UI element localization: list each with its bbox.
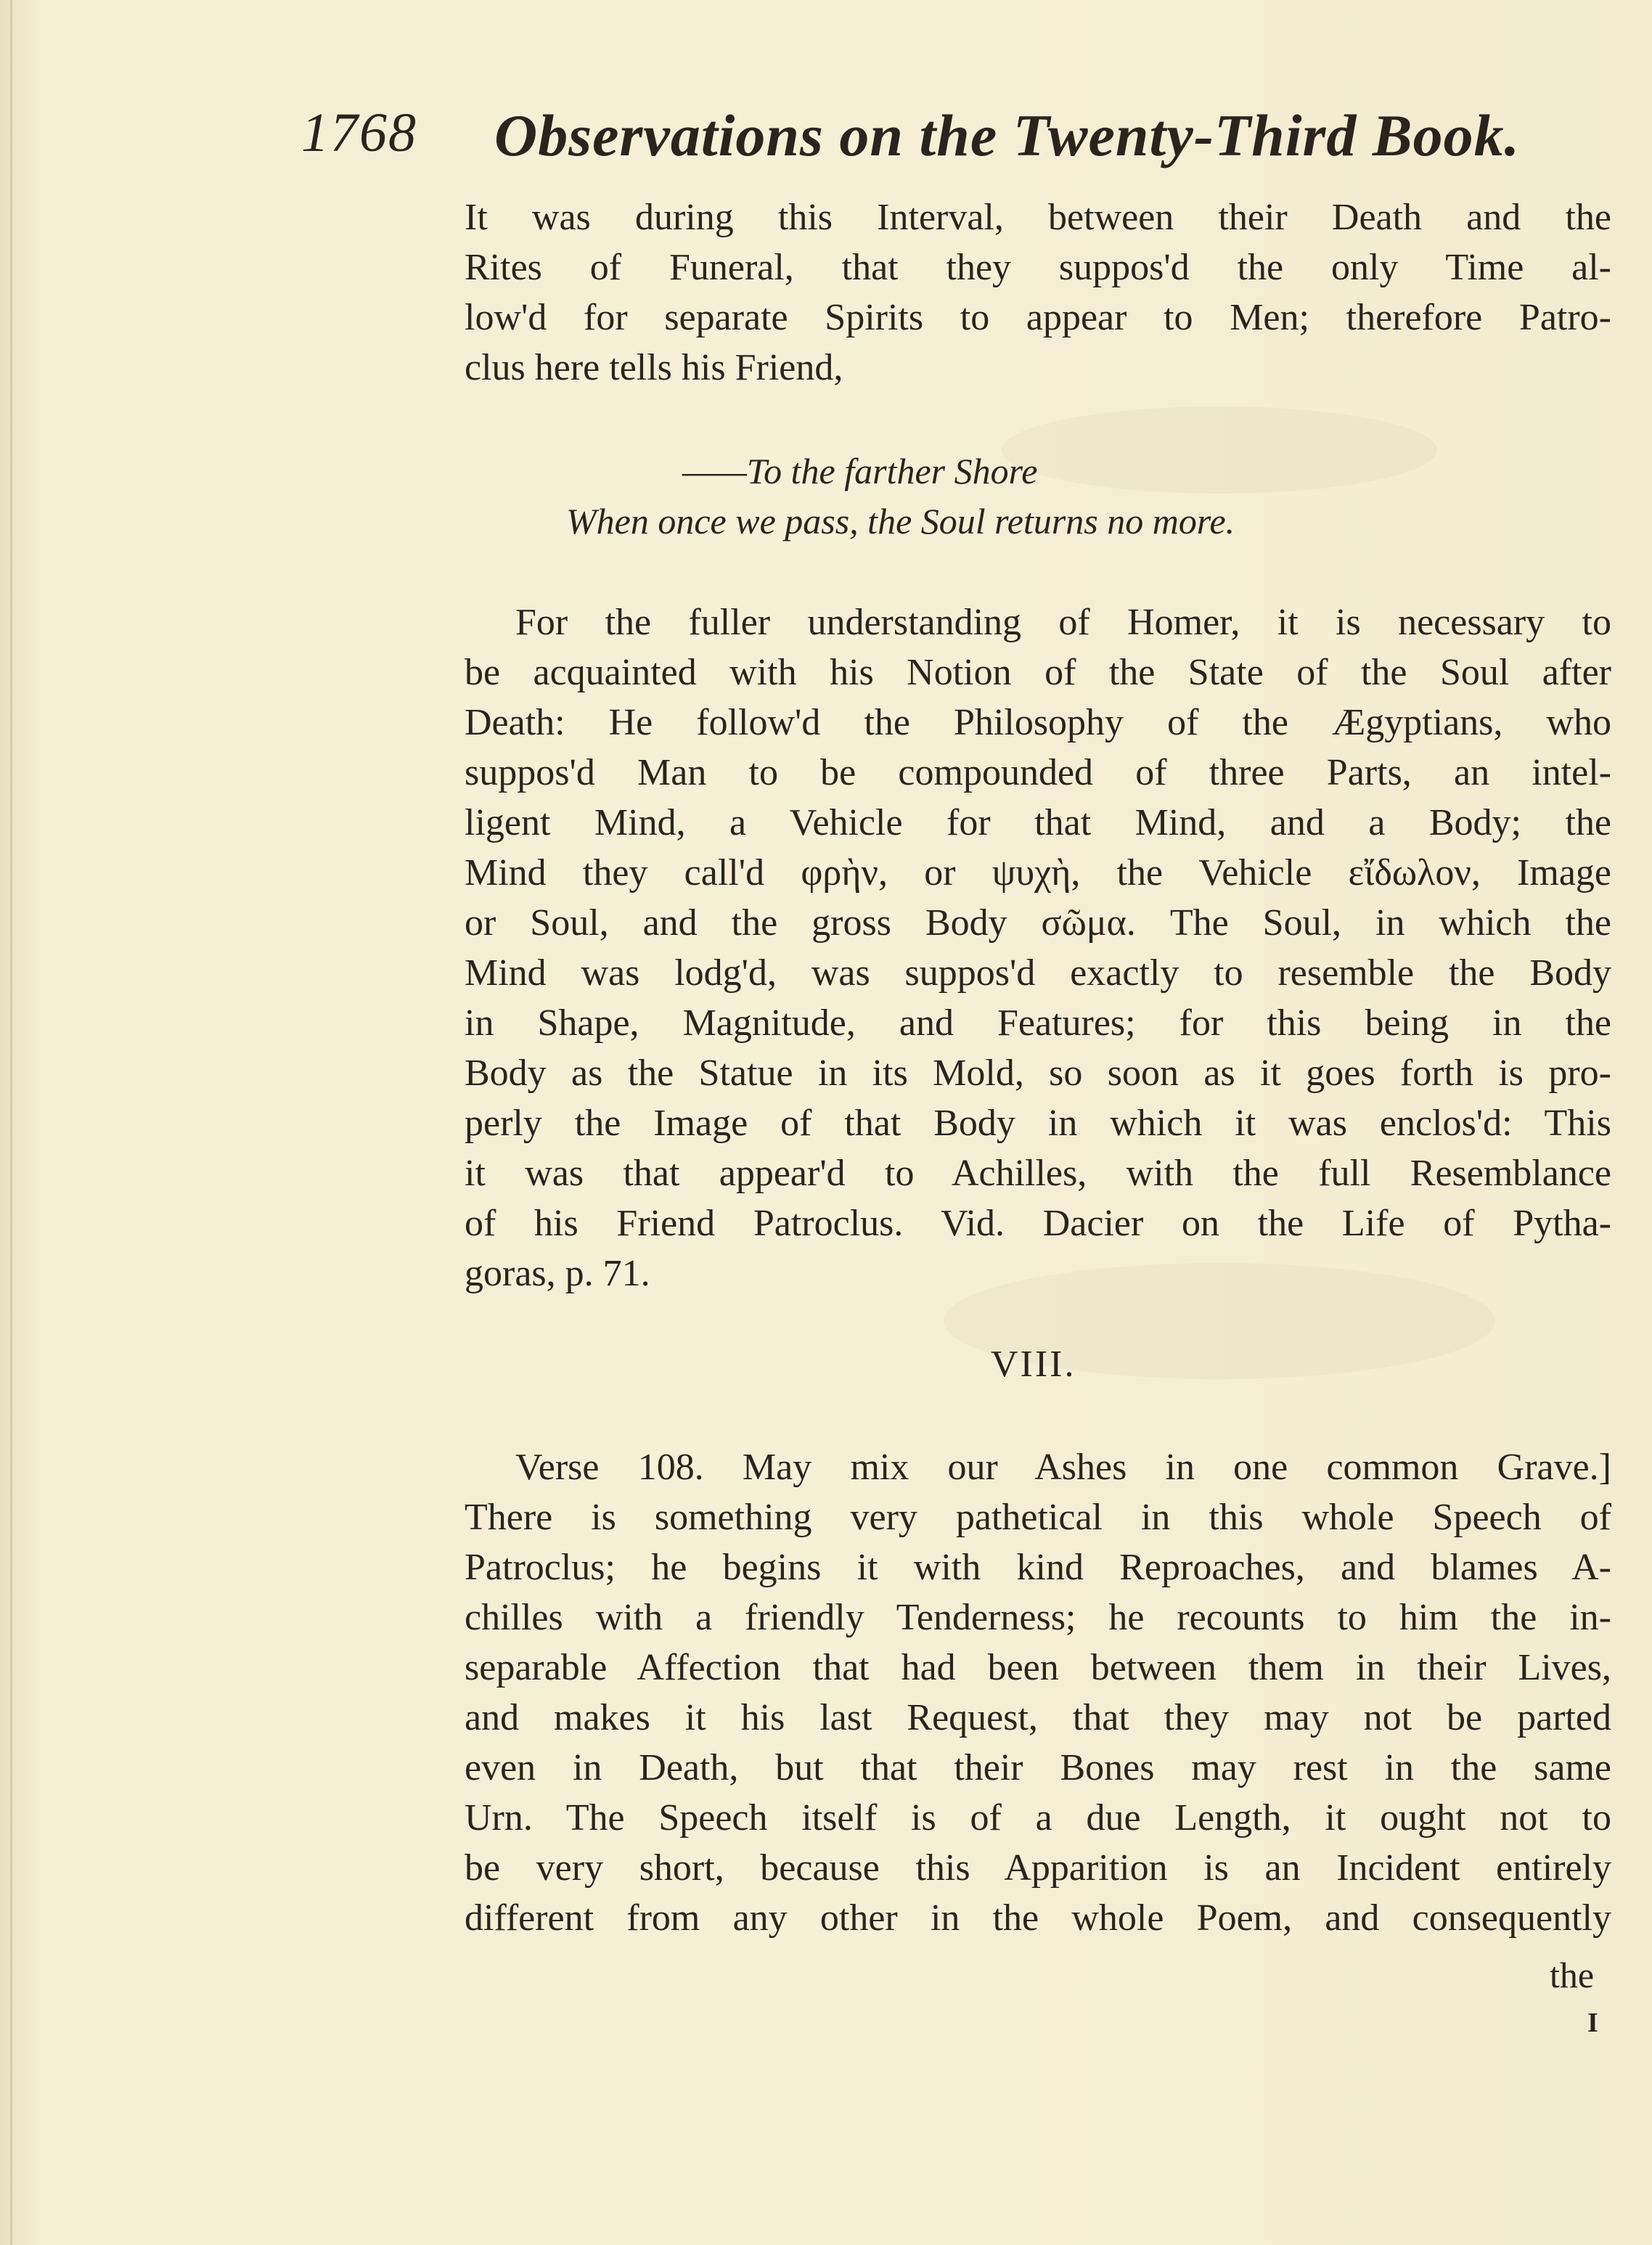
section-heading: VIII. — [991, 1344, 1076, 1385]
text-line: Body as the Statue in its Mold, so soon as it goes forth is pro- — [465, 1052, 1611, 1094]
text-line: different from any other in the whole Poem, and consequently — [465, 1897, 1611, 1939]
text-line: Death: He follow'd the Philosophy of the Ægyptians, who — [465, 702, 1611, 743]
text-line: suppos'd Man to be compounded of three Parts, an intel- — [465, 752, 1611, 793]
page-number: 1768 — [301, 102, 417, 163]
text-line: chilles with a friendly Tenderness; he recounts to him the in- — [465, 1597, 1611, 1638]
verse-line: ——To the farther Shore — [682, 451, 1038, 491]
text-line: and makes it his last Request, that they may not be parted — [465, 1697, 1611, 1738]
text-line: be acquainted with his Notion of the State of the Soul after — [465, 652, 1611, 693]
verse-quotation — [566, 446, 1235, 547]
running-title: Observations on the Twenty-Third Book. — [494, 102, 1521, 168]
text-line: For the fuller understanding of Homer, it is necessary to — [515, 602, 1611, 643]
text-line: it was that appear'd to Achilles, with the full Resemblance — [465, 1153, 1611, 1194]
paragraph-1 — [465, 192, 1611, 393]
text-line: Mind was lodg'd, was suppos'd exactly to resemble the Body — [465, 952, 1611, 994]
gutter-edge — [10, 0, 12, 2245]
text-line: or Soul, and the gross Body σῶμα. The Soul, in which the — [465, 902, 1611, 944]
text-line: of his Friend Patroclus. Vid. Dacier on the Life of Pytha- — [465, 1203, 1611, 1244]
signature-mark: I — [1587, 2008, 1598, 2038]
running-head — [301, 102, 1535, 189]
catchword: the — [1550, 1955, 1595, 1995]
paragraph-2 — [465, 597, 1611, 1299]
text-line: low'd for separate Spirits to appear to Men; therefore Patro- — [465, 297, 1611, 338]
text-line: Mind they call'd φρὴν, or ψυχὴ, the Vehicle εἴδωλον, Image — [465, 852, 1611, 893]
text-line: Patroclus; he begins it with kind Reproaches, and blames A- — [465, 1547, 1611, 1588]
text-line: There is something very pathetical in this whole Speech of — [465, 1497, 1611, 1538]
text-line: goras, p. 71. — [465, 1253, 650, 1294]
paragraph-3 — [465, 1442, 1611, 1943]
text-line: It was during this Interval, between their Death and the — [465, 197, 1611, 238]
text-line: Rites of Funeral, that they suppos'd the only Time al- — [465, 247, 1611, 288]
text-line: Urn. The Speech itself is of a due Length, it ought not to — [465, 1797, 1611, 1839]
text-line: separable Affection that had been between them in their Lives, — [465, 1647, 1611, 1688]
text-line: even in Death, but that their Bones may rest in the same — [465, 1747, 1611, 1788]
text-line: ligent Mind, a Vehicle for that Mind, and a Body; the — [465, 802, 1611, 843]
text-line: clus here tells his Friend, — [465, 347, 843, 388]
text-line: in Shape, Magnitude, and Features; for this being in the — [465, 1002, 1611, 1044]
text-line: Verse 108. May mix our Ashes in one common Grave.] — [515, 1447, 1611, 1488]
text-line: be very short, because this Apparition is an Incident entirely — [465, 1847, 1611, 1889]
text-line: perly the Image of that Body in which it was enclos'd: This — [465, 1103, 1611, 1144]
verse-line: When once we pass, the Soul returns no more. — [566, 501, 1235, 541]
